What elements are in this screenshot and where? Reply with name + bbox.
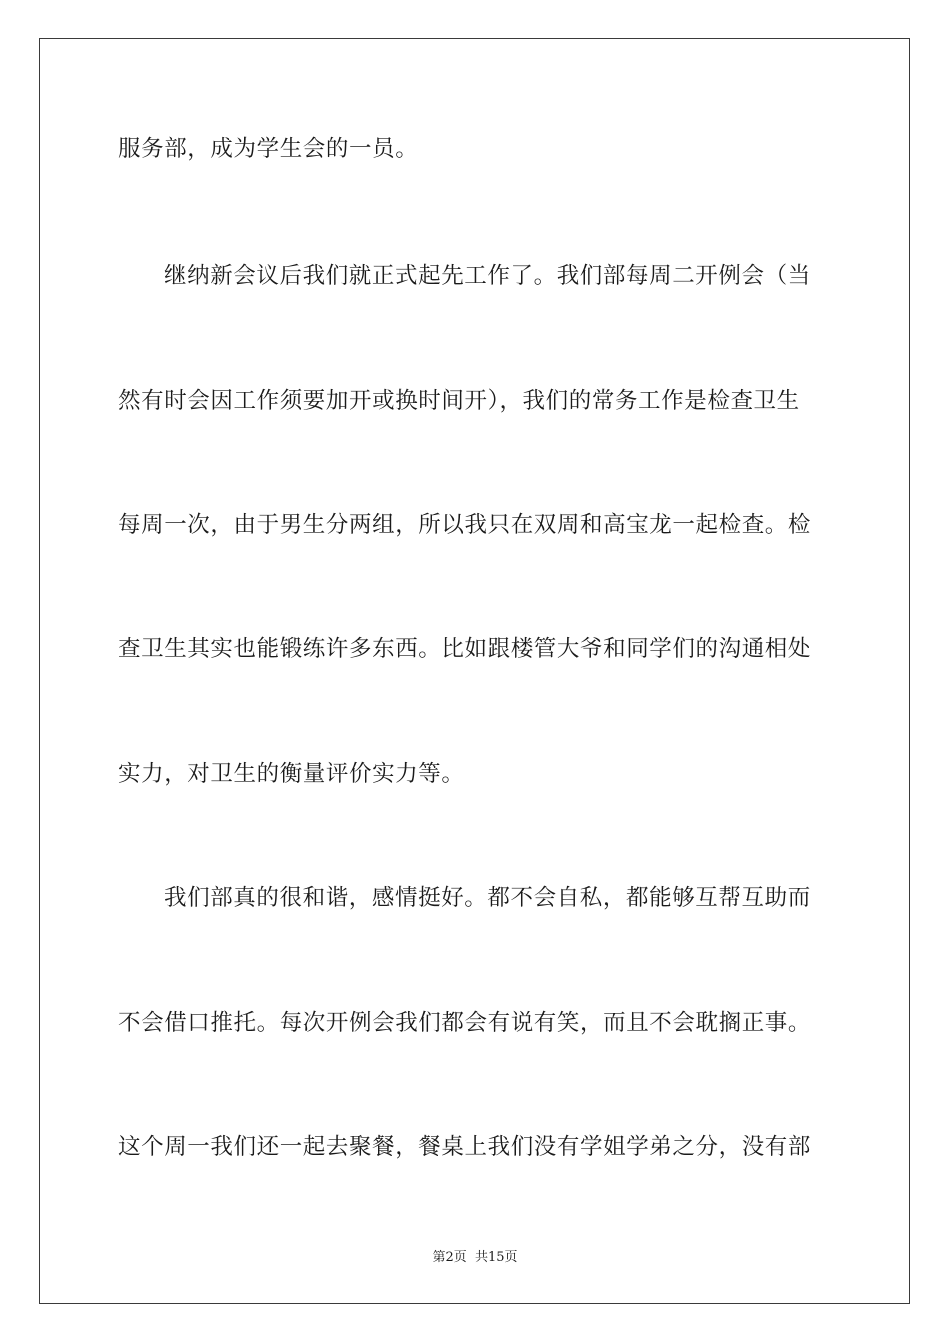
text-line: 实力，对卫生的衡量评价实力等。 [118, 761, 465, 787]
text-line: 然有时会因工作须要加开或换时间开），我们的常务工作是检查卫生 [118, 388, 800, 414]
page-border [39, 38, 910, 1304]
text-line: 查卫生其实也能锻练许多东西。比如跟楼管大爷和同学们的沟通相处 [118, 636, 812, 662]
text-line: 每周一次，由于男生分两组，所以我只在双周和高宝龙一起检查。检 [118, 512, 812, 538]
text-line: 继纳新会议后我们就正式起先工作了。我们部每周二开例会（当 [164, 263, 811, 289]
text-line: 不会借口推托。每次开例会我们都会有说有笑，而且不会耽搁正事。 [118, 1010, 812, 1036]
text-line: 我们部真的很和谐，感情挺好。都不会自私，都能够互帮互助而 [164, 885, 811, 911]
text-line: 这个周一我们还一起去聚餐，餐桌上我们没有学姐学弟之分，没有部 [118, 1134, 812, 1160]
text-line: 服务部，成为学生会的一员。 [118, 136, 419, 162]
page-number: 第2页 共15页 [432, 1250, 518, 1265]
